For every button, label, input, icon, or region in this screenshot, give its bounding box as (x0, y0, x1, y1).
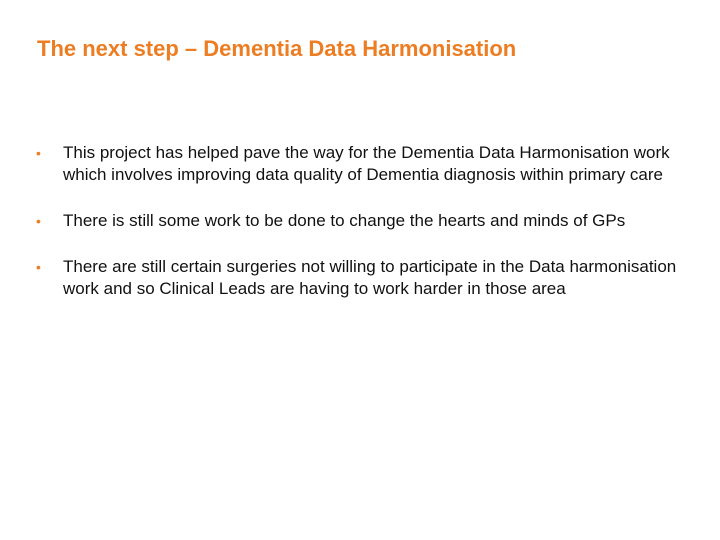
bullet-icon: • (36, 213, 41, 229)
bullet-item (36, 142, 700, 186)
bullet-icon: • (36, 259, 41, 275)
bullet-item (36, 210, 700, 232)
bullet-list (36, 142, 700, 324)
bullet-item (36, 256, 700, 300)
slide-title: The next step – Dementia Data Harmonisation (37, 36, 517, 61)
bullet-text: This project has helped pave the way for the Dementia Data Harmonisation work which involves improving data quality of Dementia diagnosis within primary care (63, 143, 670, 184)
bullet-icon: • (36, 145, 41, 161)
bullet-text: There are still certain surgeries not willing to participate in the Data harmonisation work and so Clinical Leads are having to work harder in those area (63, 257, 677, 298)
bullet-text: There is still some work to be done to change the hearts and minds of GPs (63, 211, 626, 230)
